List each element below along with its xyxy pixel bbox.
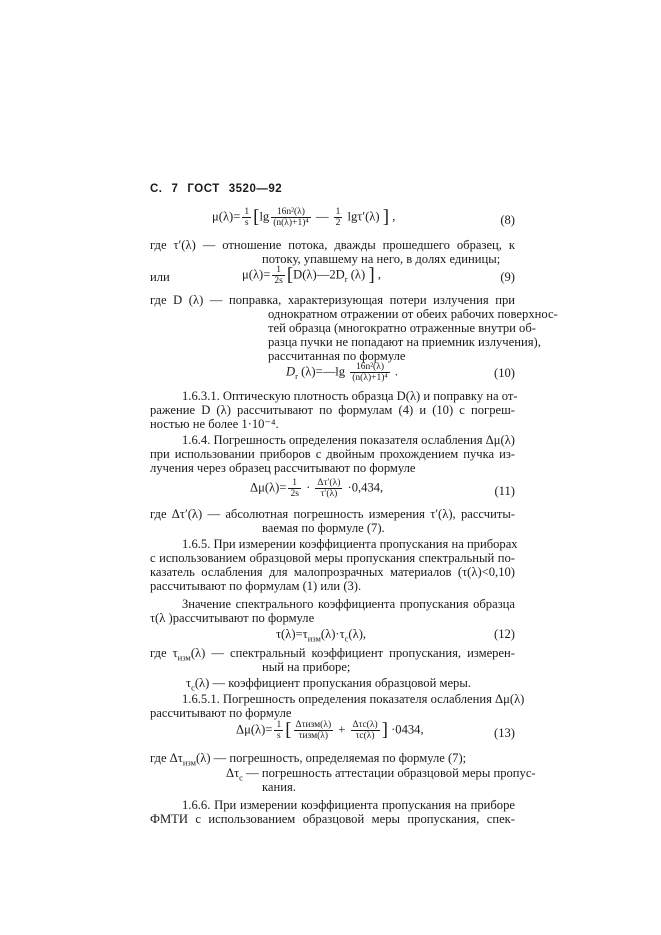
- formula-13: Δμ(λ)= $\frac{1}{s}$ [ $\frac{\text{Δτизм(λ)}}{\text{τизм(λ)}}$ + $\frac{\text{Δτс(λ)}}{\tau с(\lambda)}$ ] ·0434,: [236, 719, 424, 741]
- equation-number-13: (13): [494, 726, 515, 740]
- explanation-11-line1: где Δτ′(λ) — абсолютная погрешность измерения τ′(λ), рассчиты-: [150, 507, 515, 521]
- para-166-line2: ФМТИ с использованием образцовой меры пропускания, спек-: [150, 812, 515, 826]
- para-1651-line2: рассчитывают по формуле: [150, 706, 292, 720]
- formula-12: $\tau(\lambda)=\tau_{изм}(\lambda)\cdot\tau_с(\lambda)$,: [276, 627, 367, 644]
- explanation-12-line1: где $\tau_{изм}(\lambda)$ — спектральный коэффициент пропускания, измерен-: [150, 646, 515, 663]
- para-165-line2: с использованием образцовой меры пропускания спектральный по-: [150, 551, 515, 565]
- equation-number-12: (12): [494, 627, 515, 641]
- para-165b-line1: Значение спектрального коэффициента пропускания образца: [182, 597, 515, 611]
- explanation-8-line2: потоку, упавшему на него, в долях единицы;: [262, 252, 501, 266]
- para-1631-line3: ностью не более 1·10⁻⁴.: [150, 417, 279, 431]
- explanation-9-line2: однократном отражении от обеих рабочих поверхнос-: [268, 307, 558, 321]
- para-166-line1: 1.6.6. При измерении коэффициента пропускания на приборе: [182, 798, 515, 812]
- explanation-9-line1: где D (λ) — поправка, характеризующая потери излучения при: [150, 293, 515, 307]
- page-header: [150, 183, 291, 195]
- para-165-line3: казатель ослабления для малопрозрачных материалов (τ(λ)<0,10): [150, 565, 515, 579]
- explanation-9-line3: тей образца (многократно отраженные внутри об-: [268, 321, 536, 335]
- para-165-line1: 1.6.5. При измерении коэффициента пропускания на приборах: [182, 537, 518, 551]
- para-164-line3: лучения через образец рассчитывают по формуле: [150, 461, 416, 475]
- explanation-13-line2: $\Delta\tau_с$ — погрешность аттестации образцовой меры пропус-: [226, 766, 536, 783]
- equation-number-8: (8): [500, 213, 515, 227]
- explanation-9-line5: рассчитанная по формуле: [268, 349, 406, 363]
- equation-number-9: (9): [500, 270, 515, 284]
- explanation-13-line3: кания.: [262, 780, 296, 794]
- para-164-line1: 1.6.4. Погрешность определения показателя ослабления Δμ(λ): [182, 433, 515, 447]
- para-165b-line2: τ(λ )рассчитывают по формуле: [150, 611, 315, 625]
- para-1631-line1: 1.6.3.1. Оптическую плотность образца D(λ) и поправку на от-: [182, 389, 518, 403]
- para-1651-line1: 1.6.5.1. Погрешность определения показателя ослабления Δμ(λ): [182, 692, 525, 706]
- doc-code: ГОСТ: [187, 183, 220, 195]
- para-165-line4: рассчитывают по формулам (1) или (3).: [150, 579, 362, 593]
- para-1631-line2: ражение D (λ) рассчитывают по формулам (4) и (10) с погреш-: [150, 403, 515, 417]
- explanation-12-line3: $\tau_с(\lambda)$ — коэффициент пропускания образцовой меры.: [186, 676, 471, 693]
- explanation-8-line1: где τ′(λ) — отношение потока, дважды прошедшего образец, к: [150, 238, 515, 252]
- page-number: 7: [171, 183, 179, 195]
- equation-number-11: (11): [494, 484, 515, 498]
- formula-11: Δμ(λ)= $\frac{1}{2s}$ · $\frac{\Delta\tau'(\lambda)}{\tau'(\lambda)}$ ·0,434,: [250, 478, 384, 499]
- equation-number-10: (10): [494, 366, 515, 380]
- page-letter: С.: [150, 183, 163, 195]
- formula-10: $D_r$ (λ)=—lg $\frac{\text{16n²(λ)}}{\text{(n(λ)+1)⁴}}$ .: [286, 362, 399, 383]
- word-or: или: [150, 270, 170, 284]
- explanation-12-line2: ный на приборе;: [262, 660, 351, 674]
- explanation-9-line4: разца пучки не попадают на приемник излучения),: [268, 335, 541, 349]
- formula-8: μ(λ)= $\frac{1}{s}$ [lg $\frac{\text{16n²(λ)}}{\text{(n(λ)+1)⁴}}$ — $\frac{1}{2}$ lgτ′(λ) ] ,: [212, 206, 396, 228]
- explanation-13-line1: где $\Delta\tau_{изм}(\lambda)$ — погрешность, определяемая по формуле (7);: [150, 751, 467, 768]
- para-164-line2: при использовании приборов с двойным прохождением пучка из-: [150, 447, 515, 461]
- doc-number: 3520—92: [228, 183, 283, 195]
- explanation-11-line2: ваемая по формуле (7).: [262, 521, 385, 535]
- formula-9: μ(λ)= $\frac{1}{2s}$ [$D(\lambda)—2D_r$ (λ) ] ,: [242, 264, 381, 286]
